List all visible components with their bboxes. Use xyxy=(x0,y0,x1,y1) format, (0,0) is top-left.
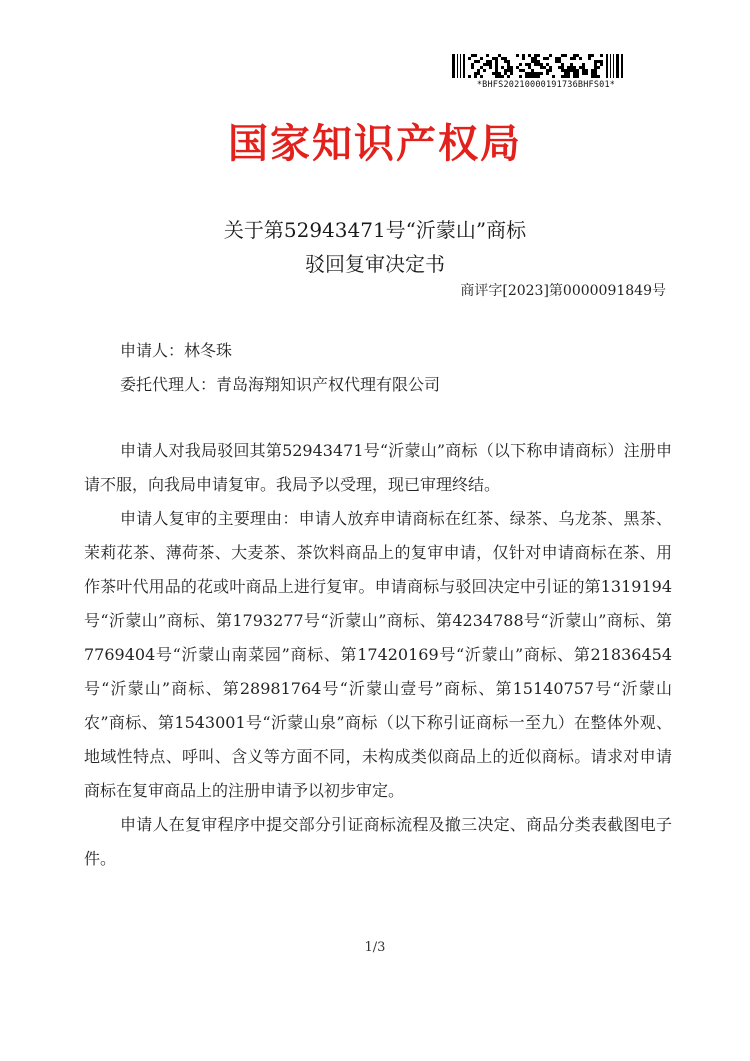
document-title-line2: 驳回复审决定书 xyxy=(305,252,445,276)
barcode xyxy=(448,54,644,90)
body-paragraph: 申请人复审的主要理由：申请人放弃申请商标在红茶、绿茶、乌龙茶、黑茶、茉莉花茶、薄荷茶、大麦茶、茶饮料商品上的复审申请，仅针对申请商标在茶、用作茶叶代用品的花或叶商品上进行复审。申请商标与驳回决定中引证的第1319194号“沂蒙山”商标、第1793277号“沂蒙山”商标、第4234788号“沂蒙山”商标、第7769404号“沂蒙山南菜园”商标、第17420169号“沂蒙山”商标、第21836454号“沂蒙山”商标、第28981764号“沂蒙山壹号”商标、第15140757号“沂蒙山农”商标、第1543001号“沂蒙山泉”商标（以下称引证商标一至九）在整体外观、地域性特点、呼叫、含义等方面不同，未构成类似商品上的近似商标。请求对申请商标在复审商品上的注册申请予以初步审定。 xyxy=(84,509,672,800)
document-number: 商评字[2023]第0000091849号 xyxy=(460,283,666,299)
body-paragraph: 申请人对我局驳回其第52943471号“沂蒙山”商标（以下称申请商标）注册申请不服，向我局申请复审。我局予以受理，现已审理终结。 xyxy=(84,441,672,494)
barcode-text: *BHFS20210000191736BHFS01* xyxy=(476,80,616,90)
agent-field: 委托代理人：青岛海翔知识产权代理有限公司 xyxy=(120,375,441,394)
page-number: 1/3 xyxy=(364,940,386,955)
applicant-field: 申请人：林冬珠 xyxy=(120,341,233,360)
body-paragraph: 申请人在复审程序中提交部分引证商标流程及撤三决定、商品分类表截图电子件。 xyxy=(84,815,672,868)
decision-body xyxy=(84,434,672,876)
document-title-line1: 关于第52943471号“沂蒙山”商标 xyxy=(223,218,527,242)
barcode-icon xyxy=(452,54,624,78)
agency-name: 国家知识产权局 xyxy=(228,121,522,167)
